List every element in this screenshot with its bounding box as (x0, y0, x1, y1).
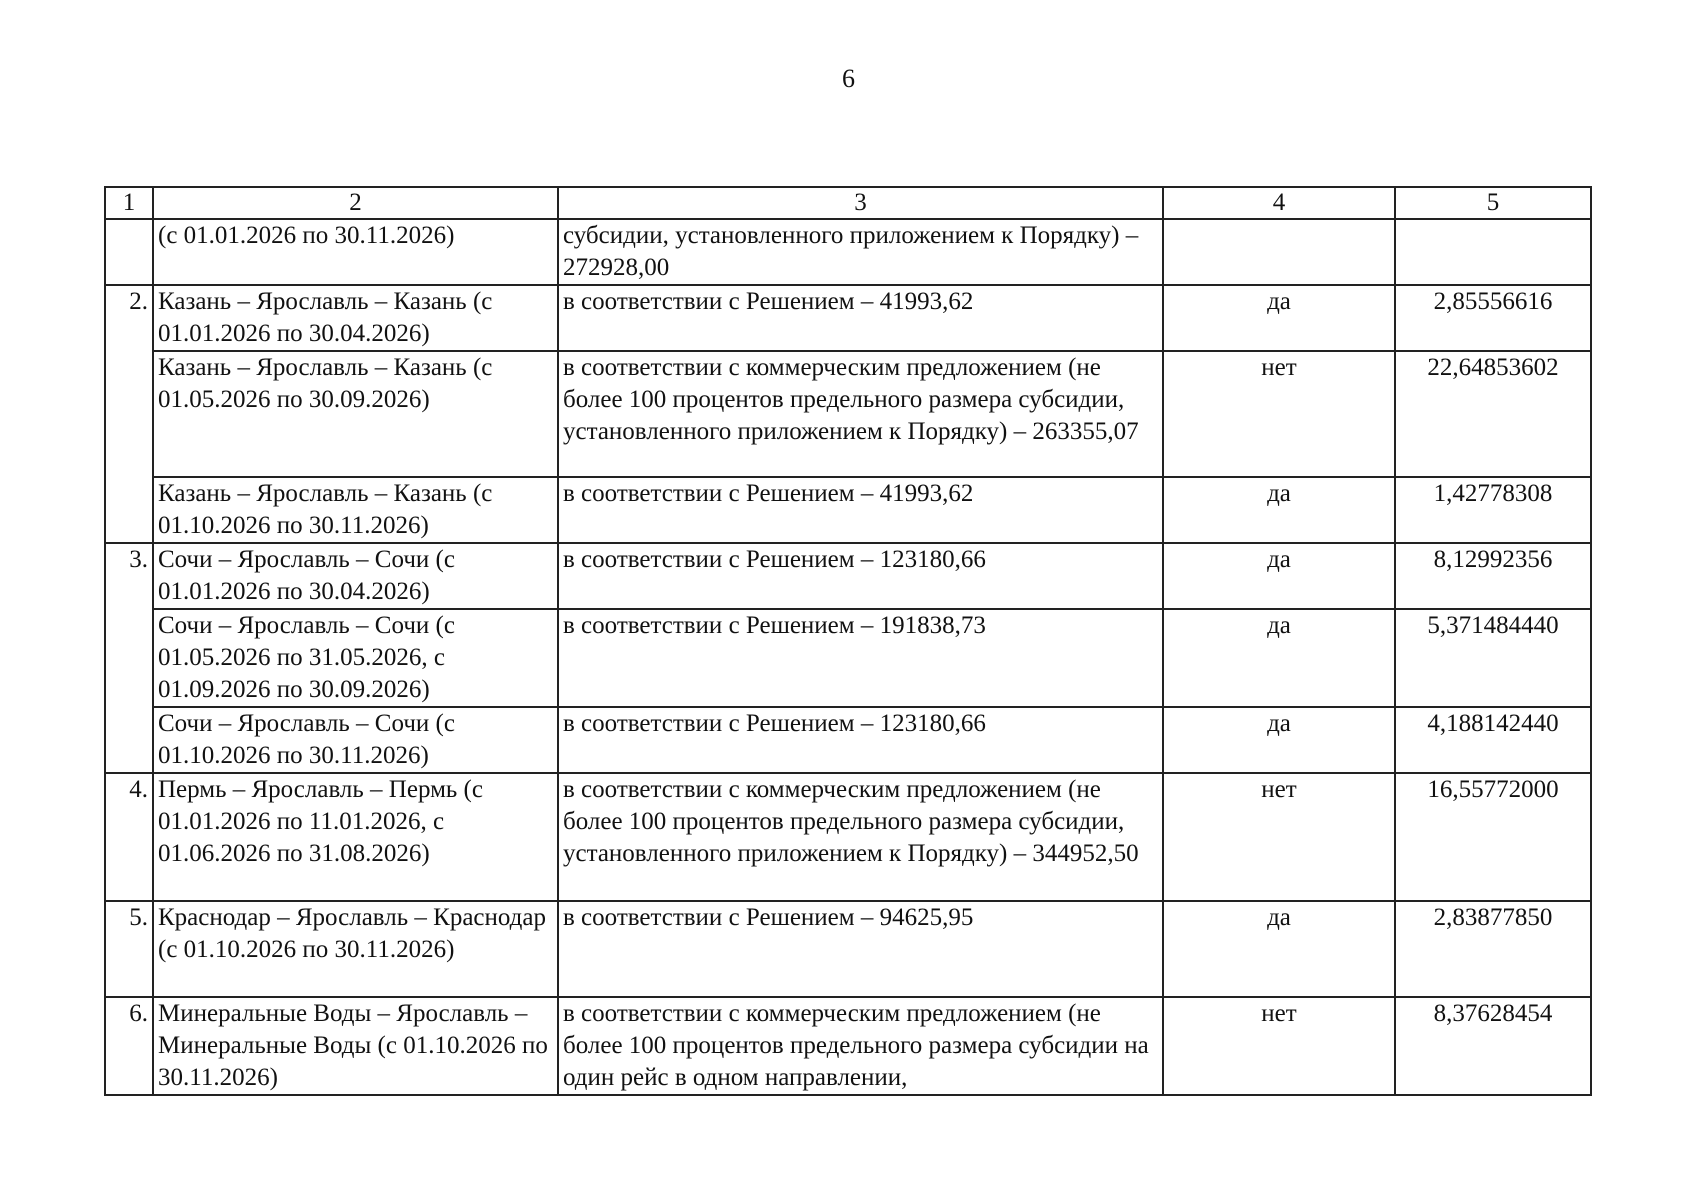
flag-cell: да (1163, 543, 1395, 609)
flag-cell: да (1163, 477, 1395, 543)
page-number: 6 (842, 64, 855, 93)
route-cell: Казань – Ярославль – Казань (с 01.01.2026 по 30.04.2026) (153, 285, 558, 351)
flag-cell: да (1163, 901, 1395, 997)
value-cell: 2,83877850 (1395, 901, 1591, 997)
route-cell: Сочи – Ярославль – Сочи (с 01.05.2026 по 31.05.2026, с 01.09.2026 по 30.09.2026) (153, 609, 558, 707)
row-number: 4. (105, 773, 153, 901)
route-cell: Минеральные Воды – Ярославль – Минеральные Воды (с 01.10.2026 по 30.11.2026) (153, 997, 558, 1095)
condition-cell: в соответствии с коммерческим предложением (не более 100 процентов предельного размера субсидии на один рейс в одном направлении, (558, 997, 1163, 1095)
value-cell: 2,85556616 (1395, 285, 1591, 351)
value-cell: 1,42778308 (1395, 477, 1591, 543)
table-row (105, 901, 1591, 997)
route-cell: Казань – Ярославль – Казань (с 01.05.2026 по 30.09.2026) (153, 351, 558, 477)
column-header: 3 (558, 187, 1163, 219)
row-number: 2. (105, 285, 153, 543)
flag-cell: нет (1163, 997, 1395, 1095)
condition-cell: в соответствии с Решением – 191838,73 (558, 609, 1163, 707)
table-row (105, 543, 1591, 609)
column-header: 2 (153, 187, 558, 219)
route-cell: Краснодар – Ярославль – Краснодар (с 01.10.2026 по 30.11.2026) (153, 901, 558, 997)
subsidy-table (104, 186, 1592, 1096)
table-row (105, 477, 1591, 543)
table-row (105, 219, 1591, 285)
flag-cell (1163, 219, 1395, 285)
column-header: 5 (1395, 187, 1591, 219)
condition-cell: в соответствии с Решением – 41993,62 (558, 477, 1163, 543)
value-cell: 5,371484440 (1395, 609, 1591, 707)
row-number: 3. (105, 543, 153, 773)
condition-cell: в соответствии с коммерческим предложением (не более 100 процентов предельного размера субсидии, установленного приложением к Порядку) – 344952,50 (558, 773, 1163, 901)
value-cell (1395, 219, 1591, 285)
condition-cell: в соответствии с Решением – 94625,95 (558, 901, 1163, 997)
value-cell: 8,37628454 (1395, 997, 1591, 1095)
row-number: 6. (105, 997, 153, 1095)
value-cell: 8,12992356 (1395, 543, 1591, 609)
flag-cell: нет (1163, 773, 1395, 901)
route-cell: Сочи – Ярославль – Сочи (с 01.01.2026 по 30.04.2026) (153, 543, 558, 609)
flag-cell: да (1163, 609, 1395, 707)
column-header: 4 (1163, 187, 1395, 219)
flag-cell: да (1163, 707, 1395, 773)
table-row (105, 707, 1591, 773)
column-header: 1 (105, 187, 153, 219)
condition-cell: в соответствии с Решением – 123180,66 (558, 707, 1163, 773)
route-cell: Пермь – Ярославль – Пермь (с 01.01.2026 по 11.01.2026, с 01.06.2026 по 31.08.2026) (153, 773, 558, 901)
table-row (105, 773, 1591, 901)
row-number: 5. (105, 901, 153, 997)
route-cell: Сочи – Ярославль – Сочи (с 01.10.2026 по 30.11.2026) (153, 707, 558, 773)
table-row (105, 285, 1591, 351)
flag-cell: нет (1163, 351, 1395, 477)
table-row (105, 609, 1591, 707)
route-cell: (с 01.01.2026 по 30.11.2026) (153, 219, 558, 285)
condition-cell: в соответствии с Решением – 41993,62 (558, 285, 1163, 351)
table-row (105, 351, 1591, 477)
value-cell: 4,188142440 (1395, 707, 1591, 773)
route-cell: Казань – Ярославль – Казань (с 01.10.2026 по 30.11.2026) (153, 477, 558, 543)
table-header-row (105, 187, 1591, 219)
table-row (105, 997, 1591, 1095)
condition-cell: в соответствии с Решением – 123180,66 (558, 543, 1163, 609)
flag-cell: да (1163, 285, 1395, 351)
row-number (105, 219, 153, 285)
condition-cell: в соответствии с коммерческим предложением (не более 100 процентов предельного размера субсидии, установленного приложением к Порядку) – 263355,07 (558, 351, 1163, 477)
condition-cell: субсидии, установленного приложением к Порядку) – 272928,00 (558, 219, 1163, 285)
value-cell: 22,64853602 (1395, 351, 1591, 477)
value-cell: 16,55772000 (1395, 773, 1591, 901)
